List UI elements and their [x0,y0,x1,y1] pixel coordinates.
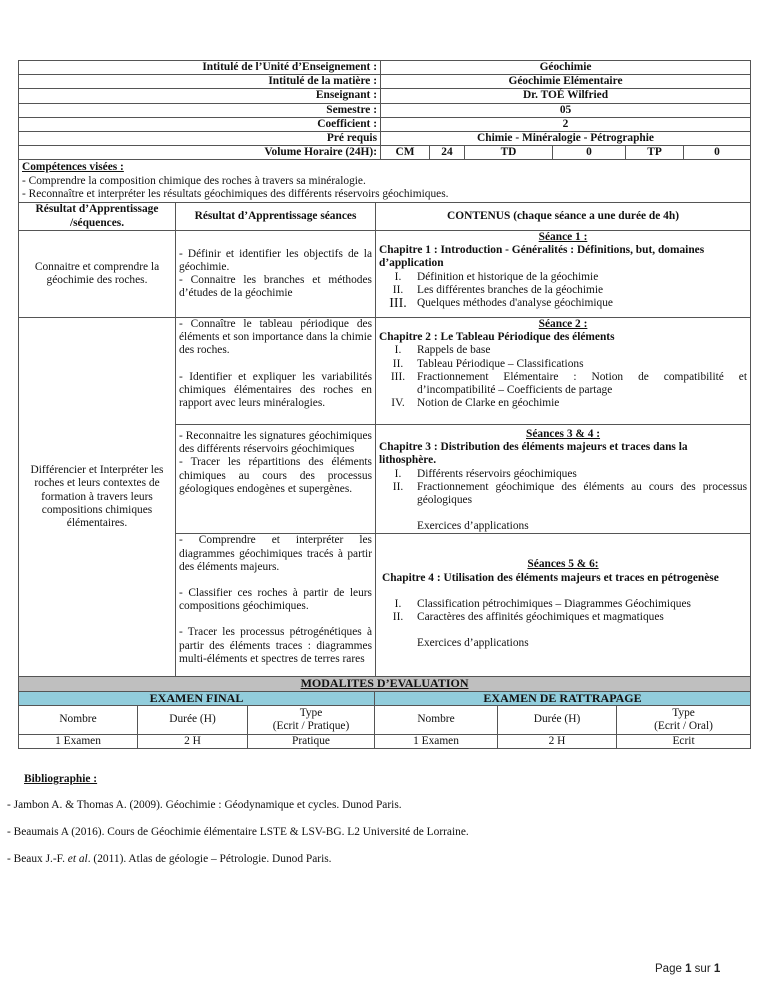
seance-outcome: - Tracer les répartitions des éléments chimiques au cours des processus géologiques endogènes et supergènes. [179,456,372,495]
td-value: 0 [553,146,626,160]
chapter-title: Chapitre 2 : Le Tableau Périodique des éléments [379,331,615,344]
seance-title: Séances 5 & 6: [527,558,599,571]
bibliography-title: Bibliographie : [24,773,98,785]
evaluation-title: MODALITES D’EVALUATION [19,677,751,691]
header-row-semestre [19,103,751,117]
header-row-enseignant [19,89,751,103]
enseignant-value: Dr. TOÉ Wilfried [381,89,751,103]
cm-value: 24 [430,146,465,160]
tp-value: 0 [684,146,751,160]
seance-content [376,425,751,534]
final-exam-title: EXAMEN FINAL [19,691,375,705]
bibliography [7,773,744,865]
competences-title: Compétences visées : [22,161,124,174]
content-item: II. Tableau Périodique – Classifications [392,357,584,370]
competences-row [19,160,751,203]
seance-outcome: - Connaître le tableau périodique des éléments et son importance dans la chimie des roches. [179,318,372,357]
evaluation-table [18,676,751,749]
sequence-row [19,231,751,318]
content-item: II. Caractères des affinités géochimiques et magmatiques [392,611,664,624]
matiere-value: Géochimie Elémentaire [381,75,751,89]
volume-label: Volume Horaire (24H): [19,146,381,160]
content-item: IV. Notion de Clarke en géochimie [391,397,560,410]
seance-content [376,231,751,318]
chapter-title: Chapitre 3 : Distribution des éléments majeurs et traces dans la lithosphère. [379,441,688,467]
content-item: II. Fractionnement géochimique des éléments au cours des processus géologiques [392,480,748,507]
seance-outcomes [176,534,376,677]
rattrapage-exam-title: EXAMEN DE RATTRAPAGE [375,691,751,705]
course-info-table [18,60,751,160]
final-type-value: Pratique [248,734,375,748]
content-item: I. Classification pétrochimiques – Diagrammes Géochimiques [394,597,691,610]
enseignant-label: Enseignant : [19,89,381,103]
col-header-seances: Résultat d’Apprentissage séances [176,203,376,231]
sequence-row [19,318,751,425]
bibliography-item: - Beaumais A (2016). Cours de Géochimie élémentaire LSTE & LSV-BG. L2 Université de Lorraine. [7,826,469,838]
bibliography-item: - Jambon A. & Thomas A. (2009). Géochimie : Géodynamique et cycles. Dunod Paris. [7,799,402,811]
seance-title: Séance 2 : [538,318,588,331]
chapter-title: Chapitre 1 : Introduction - Généralités : Définitions, but, domaines d’application [379,244,705,270]
final-duree-header: Durée (H) [138,705,248,734]
ratt-type-value: Ecrit [617,734,751,748]
bibliography-item: - Beaux J.-F. et al. (2011). Atlas de géologie – Pétrologie. Dunod Paris. [7,853,332,865]
seance-outcomes [176,231,376,318]
semestre-label: Semestre : [19,103,381,117]
page-number: Page 1 sur 1 [655,963,721,975]
course-sheet [18,60,750,749]
td-label: TD [465,146,553,160]
coefficient-label: Coefficient : [19,117,381,131]
prerequis-value: Chimie - Minéralogie - Pétrographie [381,132,751,146]
seance-outcomes [176,425,376,534]
seance-outcome: - Identifier et expliquer les variabilités chimiques élémentaires des roches en rapport avec leurs minéralogies. [179,370,372,410]
competence-item: - Comprendre la composition chimique des roches à travers sa minéralogie. [22,174,366,187]
header-row-ue [19,61,751,75]
ratt-nombre-header: Nombre [375,705,498,734]
final-nombre-value: 1 Examen [19,734,138,748]
seance-content [376,534,751,677]
seance-title: Séances 3 & 4 : [526,428,601,441]
exam-header-row [19,705,751,734]
ue-label: Intitulé de l’Unité d’Enseignement : [19,61,381,75]
final-duree-value: 2 H [138,734,248,748]
cm-label: CM [381,146,430,160]
seance-outcome: - Connaitre les branches et méthodes d’études de la géochimie [179,274,372,300]
content-item: I. Différents réservoirs géochimiques [394,467,577,480]
final-nombre-header: Nombre [19,705,138,734]
exam-type-row [19,691,751,705]
semestre-value: 05 [381,103,751,117]
header-row-volume [19,146,751,160]
sequence-outcome: Différencier et Interpréter les roches et leurs contextes de formation à travers leurs compositions chimiques élémentaires. [19,318,176,677]
seance-title: Séance 1 : [538,231,588,244]
competence-item: - Reconnaître et interpréter les résultats géochimiques des différents réservoirs géochimiques. [22,187,449,200]
seance-outcome: - Classifier ces roches à partir de leurs compositions géochimiques. [179,587,372,613]
matiere-label: Intitulé de la matière : [19,75,381,89]
ratt-nombre-value: 1 Examen [375,734,498,748]
col-header-sequences: Résultat d’Apprentissage /séquences. [19,203,176,231]
seance-outcome: - Tracer les processus pétrogénétiques à partir des éléments traces : diagrammes multi-éléments et spectres de terres rares [179,626,372,665]
content-item: III. Quelques méthodes d'analyse géochimique [389,296,613,312]
content-item: I. Rappels de base [394,344,491,357]
header-row-prerequis [19,132,751,146]
prerequis-label: Pré requis [19,132,381,146]
seance-outcome: - Définir et identifier les objectifs de la géochimie. [179,247,372,273]
content-item: I. Définition et historique de la géochimie [394,270,599,283]
coefficient-value: 2 [381,117,751,131]
content-item: III. Fractionnement Elémentaire : Notion de compatibilité et d’incompatibilité – Coefficients de partage [390,370,748,397]
col-header-contenus: CONTENUS (chaque séance a une durée de 4h) [376,203,751,231]
evaluation-title-row [19,677,751,691]
seance-outcome: - Reconnaitre les signatures géochimiques des différents réservoirs géochimiques [179,430,372,456]
tp-label: TP [626,146,684,160]
ratt-duree-value: 2 H [498,734,617,748]
seance-outcome: - Comprendre et interpréter les diagrammes géochimiques tracés à partir des éléments majeurs. [179,534,372,573]
ue-value: Géochimie [381,61,751,75]
exam-values-row [19,734,751,748]
exercises-label: Exercices d’applications [417,520,529,533]
ratt-type-header: Type (Ecrit / Oral) [617,705,751,734]
content-item: II. Les différentes branches de la géochimie [392,283,604,296]
header-row-coefficient [19,117,751,131]
final-type-header: Type (Ecrit / Pratique) [248,705,375,734]
exercises-label: Exercices d’applications [417,637,529,650]
ratt-duree-header: Durée (H) [498,705,617,734]
sequence-outcome: Connaitre et comprendre la géochimie des roches. [19,231,176,318]
seance-content [376,318,751,425]
chapter-title: Chapitre 4 : Utilisation des éléments majeurs et traces en pétrogenèse [382,571,719,584]
content-table [18,159,751,677]
column-header-row [19,203,751,231]
header-row-matiere [19,75,751,89]
competences-cell [19,160,751,203]
seance-outcomes [176,318,376,425]
